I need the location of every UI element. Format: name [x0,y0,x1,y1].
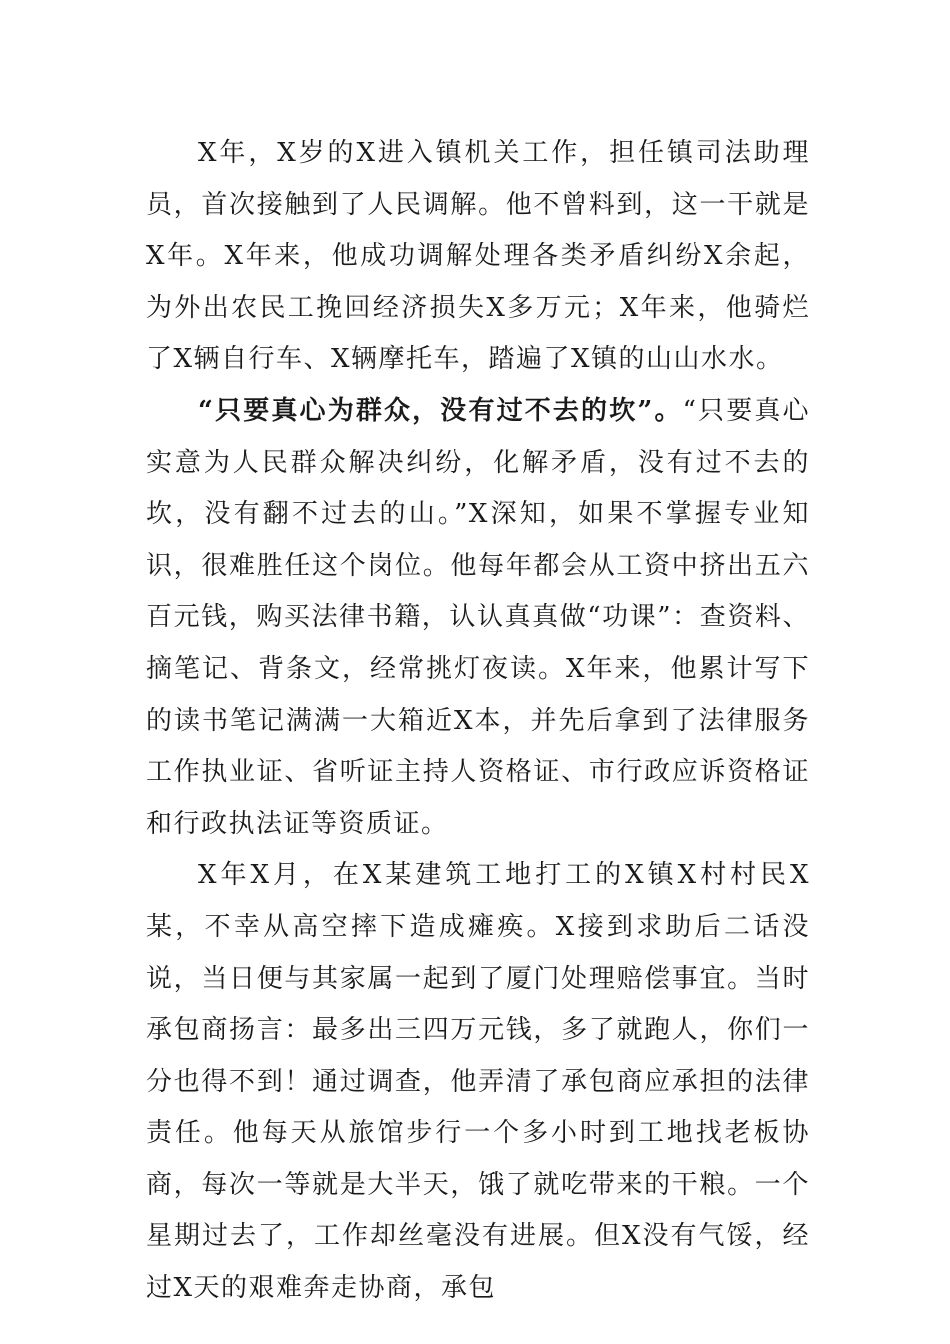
paragraph-2-bold-lead: “只要真心为群众，没有过不去的坎”。 [198,395,683,426]
paragraph-3-text: X年X月，在X某建筑工地打工的X镇X村村民X某，不幸从高空摔下造成瘫痪。X接到求助后二话没说，当日便与其家属一起到了厦门处理赔偿事宜。当时承包商扬言：最多出三四万元钱，多了就跑人，你们一分也得不到！通过调查，他弄清了承包商应承担的法律责任。他每天从旅馆步行一个多小时到工地找老板协商，每次一等就是大半天，饿了就吃带来的干粮。一个星期过去了，工作却丝毫没有进展。但X没有气馁，经过X天的艰难奔走协商，承包 [146,860,810,1304]
paragraph-1 [146,128,810,386]
paragraph-1-text: X年，X岁的X进入镇机关工作，担任镇司法助理员，首次接触到了人民调解。他不曾料到，这一干就是X年。X年来，他成功调解处理各类矛盾纠纷X余起，为外出农民工挽回经济损失X多万元；X年来，他骑烂了X辆自行车、X辆摩托车，踏遍了X镇的山山水水。 [146,138,810,375]
paragraph-3 [146,850,810,1314]
paragraph-2-text: “只要真心实意为人民群众解决纠纷，化解矛盾，没有过不去的坎，没有翻不过去的山。”X深知，如果不掌握专业知识，很难胜任这个岗位。他每年都会从工资中挤出五六百元钱，购买法律书籍，认认真真做“功课”：查资料、摘笔记、背条文，经常挑灯夜读。X年来，他累计写下的读书笔记满满一大箱近X本，并先后拿到了法律服务工作执业证、省听证主持人资格证、市行政应诉资格证和行政执法证等资质证。 [146,395,810,839]
document-body [146,128,810,1315]
paragraph-2 [146,386,810,850]
